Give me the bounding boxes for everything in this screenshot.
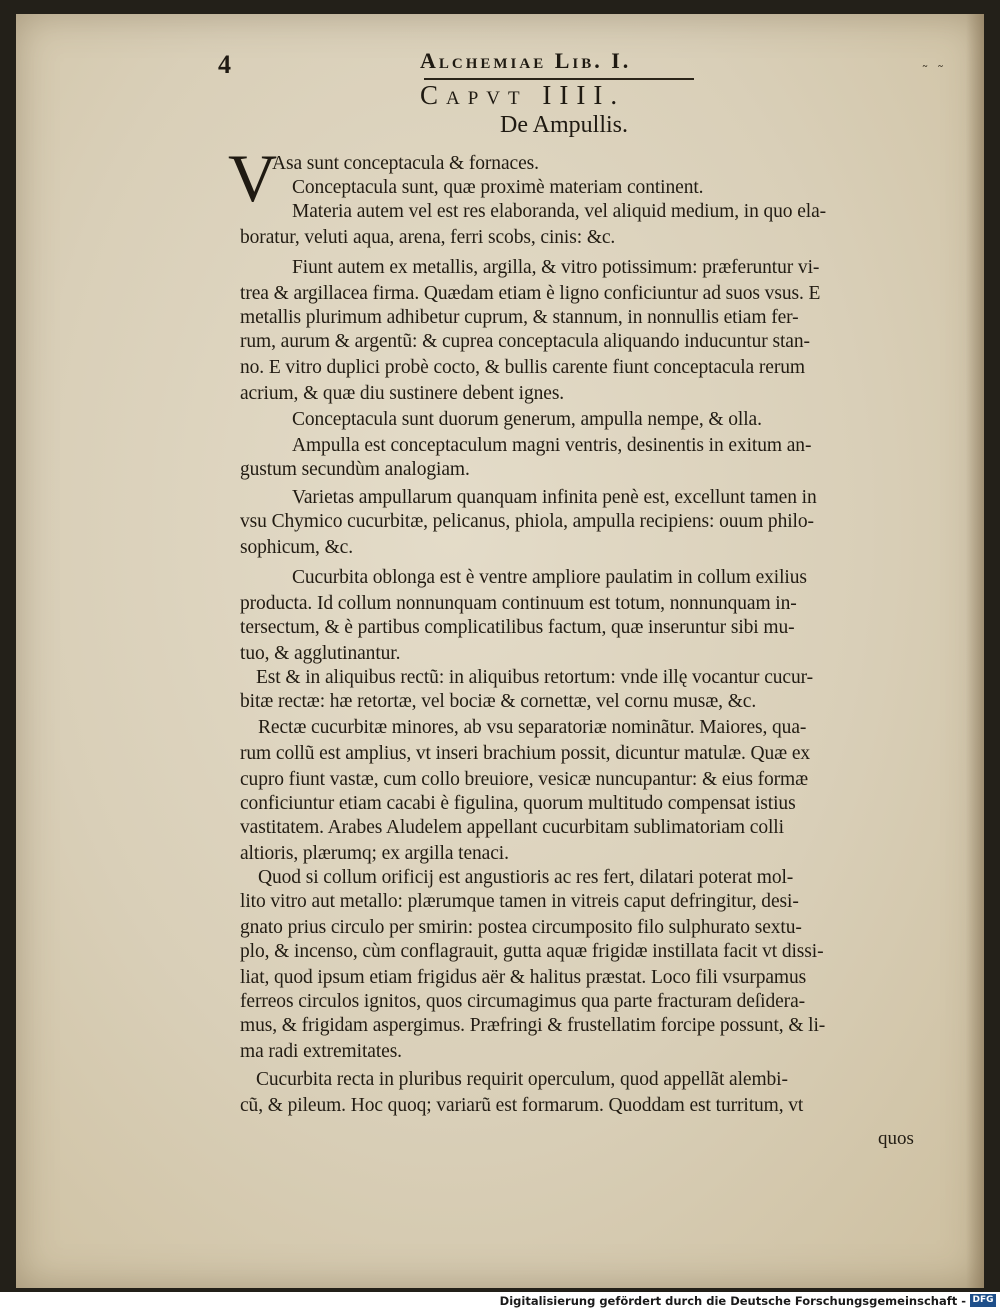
- text-line: Cucurbita oblonga est è ventre ampliore paulatim in collum exilius: [292, 567, 807, 588]
- text-line: rum, aurum & argentũ: & cuprea conceptacula aliquando inducuntur stan-: [240, 331, 810, 352]
- text-line: rum collũ est amplius, vt inseri brachium possit, dicuntur matulæ. Quæ ex: [240, 743, 811, 764]
- text-line: conficiuntur etiam cacabi è figulina, quorum multitudo compensat istius: [240, 793, 796, 814]
- chapter-heading: Capvt IIII.: [420, 80, 626, 110]
- text-line: vsu Chymico cucurbitæ, pelicanus, phiola, ampulla recipiens: ouum philo-: [240, 511, 814, 532]
- text-line: cupro fiunt vastæ, cum collo breuiore, vesicæ nuncupantur: & eius formæ: [240, 769, 809, 790]
- text-line: mus, & frigidam aspergimus. Præfringi & frustellatim forcipe possunt, & li-: [240, 1015, 826, 1036]
- funding-credit: Digitalisierung gefördert durch die Deutsche Forschungsgemeinschaft -: [499, 1294, 966, 1308]
- text-line: ferreos circulos ignitos, quos circumagimus qua parte fracturam deſidera-: [240, 991, 806, 1012]
- text-line: boratur, veluti aqua, arena, ferri scobs, cinis: &c.: [240, 227, 616, 248]
- text-line: trea & argillacea firma. Quædam etiam è ligno conficiuntur ad suos vsus. E: [240, 283, 821, 304]
- section-title: De Ampullis.: [500, 112, 629, 138]
- dfg-logo-icon: DFG: [970, 1294, 996, 1307]
- catchword: quos: [878, 1128, 914, 1149]
- text-line: Conceptacula sunt, quæ proximè materiam continent.: [292, 177, 704, 198]
- text-line: Rectæ cucurbitæ minores, ab vsu separatoriæ nominãtur. Maiores, qua-: [258, 717, 807, 738]
- text-line: metallis plurimum adhibetur cuprum, & stannum, in nonnullis etiam fer-: [240, 307, 799, 328]
- text-line: Quod si collum orificij est angustioris ac res fert, dilatari poterat mol-: [258, 867, 794, 888]
- text-line: Est & in aliquibus rectũ: in aliquibus retortum: vnde illę vocantur cucur-: [256, 667, 814, 688]
- text-line: Fiunt autem ex metallis, argilla, & vitro potissimum: præferuntur vi-: [292, 257, 820, 278]
- text-line: lito vitro aut metallo: plærumque tamen in vitreis caput defringitur, desi-: [240, 891, 799, 912]
- text-line: vastitatem. Arabes Aludelem appellant cucurbitam sublimatoriam colli: [240, 817, 784, 838]
- text-line: Materia autem vel est res elaboranda, vel aliquid medium, in quo ela-: [292, 201, 827, 222]
- text-line: cũ, & pileum. Hoc quoq; variarũ est formarum. Quoddam est turritum, vt: [240, 1095, 804, 1116]
- text-line: bitæ rectæ: hæ retortæ, vel bociæ & cornettæ, vel cornu musæ, &c.: [240, 691, 757, 712]
- folio-number: 4: [218, 50, 231, 79]
- text-line: altioris, plærumq; ex argilla tenaci.: [240, 843, 509, 864]
- text-line: plo, & incenso, cùm conflagrauit, gutta aquæ frigidæ instillata facit vt dissi-: [240, 941, 824, 962]
- text-line: Varietas ampullarum quanquam infinita penè est, excellunt tamen in: [292, 487, 817, 508]
- text-line: Asa sunt conceptacula & fornaces.: [272, 153, 539, 174]
- text-line: tersectum, & è partibus complicatilibus factum, quæ inseruntur sibi mu-: [240, 617, 795, 638]
- text-line: gustum secundùm analogiam.: [240, 459, 470, 480]
- text-line: sophicum, &c.: [240, 537, 353, 558]
- drop-cap: V: [228, 140, 278, 216]
- text-line: ma radi extremitates.: [240, 1041, 402, 1062]
- text-line: Conceptacula sunt duorum generum, ampulla nempe, & olla.: [292, 409, 762, 430]
- text-line: acrium, & quæ diu sustinere debent ignes.: [240, 383, 565, 404]
- margin-mark: ˜ ˜: [921, 64, 946, 80]
- text-line: Ampulla est conceptaculum magni ventris, desinentis in exitum an-: [292, 435, 812, 456]
- text-line: gnato prius circulo per smirin: postea circumposito filo sulphurato sextu-: [240, 917, 802, 938]
- text-line: no. E vitro duplici probè cocto, & bullis carente fiunt conceptacula rerum: [240, 357, 805, 378]
- text-line: tuo, & agglutinantur.: [240, 643, 401, 664]
- running-head: Alchemiae Lib. I.: [420, 48, 632, 73]
- text-line: liat, quod ipsum etiam frigidus aër & halitus præstat. Loco fili vsurpamus: [240, 967, 807, 988]
- text-line: producta. Id collum nonnunquam continuum est totum, nonnunquam in-: [240, 593, 797, 614]
- page-edge-shadow: [966, 14, 984, 1288]
- text-line: Cucurbita recta in pluribus requirit operculum, quod appellãt alembi-: [256, 1069, 788, 1090]
